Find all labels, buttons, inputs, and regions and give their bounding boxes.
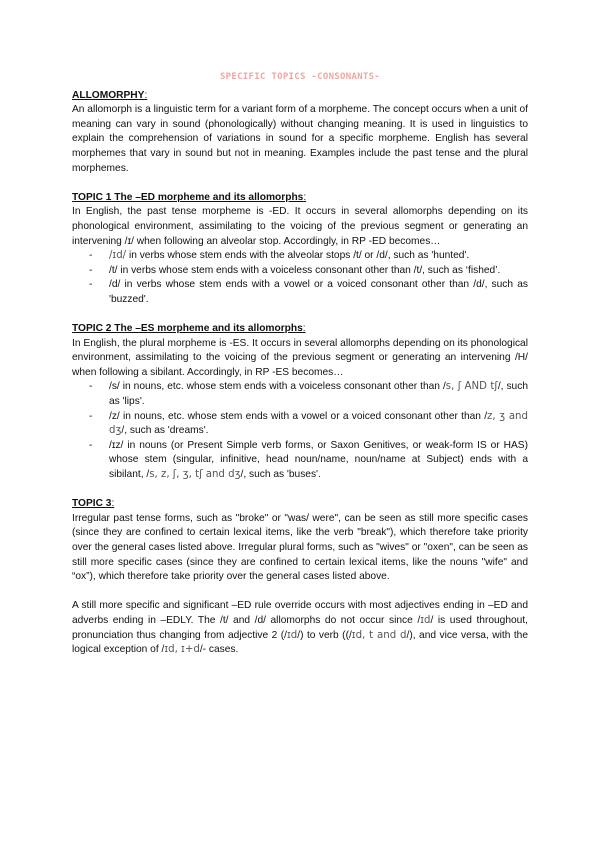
list-item: - /ɪz/ in nouns (or Present Simple verb forms, or Saxon Genitives, or weak-form IS or HAS) whose stem (singular, infinitive, head noun/name, noun/name at Subject) ends with a sibilant, /s, z, ʃ, ʒ, tʃ and dʒ/, such as 'buses'. (89, 439, 528, 481)
topic2-intro: In English, the plural morpheme is -ES. It occurs in several allomorphs depending on its phonological environment, assimilating to the voicing of the previous segment or generating an intervening /H/ when following a sibilant. Accordingly, in RP -ES becomes… (72, 337, 528, 378)
allomorphy-section (72, 89, 528, 177)
allomorphy-heading: ALLOMORPHY: (72, 89, 148, 101)
topic2-heading: TOPIC 2 The –ES morpheme and its allomorphs: (72, 323, 306, 335)
topic1-list (72, 249, 528, 307)
topic2-list (72, 380, 528, 482)
topic3-heading: TOPIC 3: (72, 498, 115, 510)
list-item: - /ɪd/ in verbs whose stem ends with the alveolar stops /t/ or /d/, such as 'hunted'. (89, 250, 470, 262)
topic3-section (72, 497, 528, 658)
list-item: - /s/ in nouns, etc. whose stem ends with a voiceless consonant other than /s, ʃ AND tʃ/, such as 'lips'. (89, 381, 528, 408)
list-item: - /t/ in verbs whose stem ends with a voiceless consonant other than /t/, such as ‘fished’. (89, 264, 501, 276)
document-page (72, 70, 528, 658)
topic3-para2: A still more specific and significant –ED rule override occurs with most adjectives ending in –ED and adverbs ending in –EDLY. The /t/ and /d/ allomorphs do not occur since /ɪd/ is used throughout, pronunciation thus changing from adjective 2 (/ɪd/) to verb ((/ɪd, t and d/), and vice versa, with the logical exception of /ɪd, ɪ+d/- cases. (72, 600, 528, 656)
topic1-section (72, 191, 528, 308)
topic1-intro: In English, the past tense morpheme is -ED. It occurs in several allomorphs depending on its phonological environment, assimilating to the voicing of the previous segment or generating an intervening /ɪ/ when following an alveolar stop. Accordingly, in RP -ED becomes… (72, 206, 528, 247)
page-title: SPECIFIC TOPICS -CONSONANTS- (219, 72, 381, 82)
topic3-para1: Irregular past tense forms, such as "broke" or "was/ were", can be seen as still more specific cases (since they are confined to certain lexical items, like the verb "break"), which therefore take priority over the general cases listed above. Irregular plural forms, such as "wives" or "oxen", can be seen as still more specific cases (since they are confined to certain lexical items, like the nouns "wife" and “ox”), which therefore take priority over the general cases listed above. (72, 512, 528, 583)
list-item: - /d/ in verbs whose stem ends with a vowel or a voiced consonant other than /d/, such as 'buzzed'. (89, 279, 528, 305)
list-item: - /z/ in nouns, etc. whose stem ends with a vowel or a voiced consonant other than /z, ʒ and dʒ/, such as 'dreams'. (89, 410, 528, 437)
topic2-section (72, 322, 528, 483)
topic1-heading: TOPIC 1 The –ED morpheme and its allomorphs: (72, 191, 307, 203)
allomorphy-body: An allomorph is a linguistic term for a variant form of a morpheme. The concept occurs when a unit of meaning can vary in sound (phonologically) without changing meaning. It is used in linguistics to explain the comprehension of variations in sound for a specific morpheme. English has several morphemes that vary in sound but not in meaning. Examples include the past tense and the plural morphemes. (72, 104, 528, 174)
